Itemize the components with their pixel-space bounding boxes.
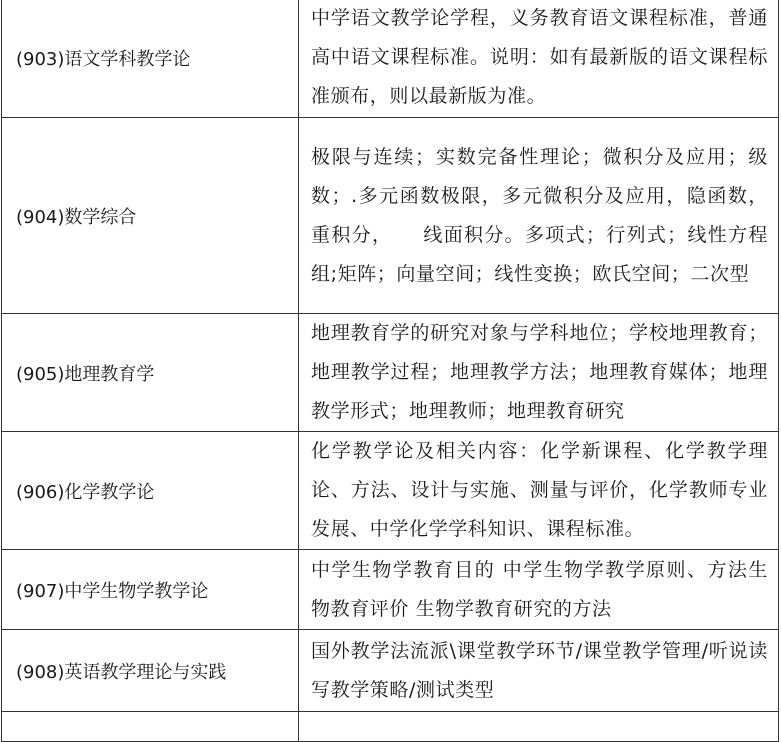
table-row [2,550,779,630]
exam-syllabus-table [1,0,779,742]
subject-content: 极限与连续；实数完备性理论；微积分及应用；级数；.多元函数极限，多元微积分及应用，隐函数，重积分， 线面积分。多项式；行列式；线性方程组;矩阵；向量空间；线性变换；欧氏空间；二次型 [299,118,779,314]
subject-name: (907)中学生物学教学论 [2,550,299,630]
subject-name: (908)英语教学理论与实践 [2,630,299,712]
table-row [2,0,779,118]
subject-content: 地理教育学的研究对象与学科地位；学校地理教育；地理教学过程；地理教学方法；地理教育媒体；地理教学形式；地理教师；地理教育研究 [299,314,779,432]
subject-name: (905)地理教育学 [2,314,299,432]
table-row-partial [2,712,779,742]
subject-name-empty [2,712,299,742]
table-row [2,314,779,432]
subject-content: 国外教学法流派\课堂教学环节/课堂教学管理/听说读写教学策略/测试类型 [299,630,779,712]
subject-content: 化学教学论及相关内容：化学新课程、化学教学理论、方法、设计与实施、测量与评价，化学教师专业发展、中学化学学科知识、课程标准。 [299,432,779,550]
table-row [2,630,779,712]
subject-name: (904)数学综合 [2,118,299,314]
subject-content: 中学语文教学论学程，义务教育语文课程标准，普通高中语文课程标准。说明：如有最新版的语文课程标准颁布，则以最新版为准。 [299,0,779,118]
subject-content-empty [299,712,779,742]
table-row [2,118,779,314]
subject-name: (906)化学教学论 [2,432,299,550]
subject-name: (903)语文学科教学论 [2,0,299,118]
table-row [2,432,779,550]
subject-content: 中学生物学教育目的 中学生物学教学原则、方法生物教育评价 生物学教育研究的方法 [299,550,779,630]
